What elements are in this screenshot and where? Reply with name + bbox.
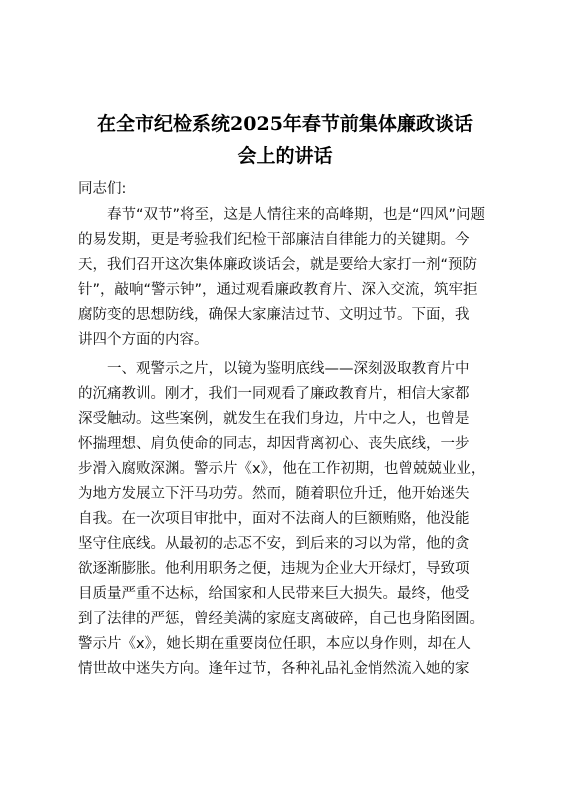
- paragraph-line: 深受触动。这些案例，就发生在我们身边，片中之人，也曾是: [78, 411, 470, 427]
- paragraph-line: 为地方发展立下汗马功劳。然而，随着职位升迁，他开始迷失: [78, 486, 470, 502]
- document-title-line-2: 会上的讲话: [237, 145, 333, 167]
- paragraph-line: 警示片《x》，她长期在重要岗位任职，本应以身作则，却在人: [78, 636, 471, 652]
- paragraph-section-one: [78, 357, 498, 682]
- paragraph-line: 讲四个方面的内容。: [78, 332, 209, 348]
- paragraph-line: 天，我们召开这次集体廉政谈话会，就是要给大家打一剂“预防: [78, 257, 478, 273]
- paragraph-line: 欲逐渐膨胀。他利用职务之便，违规为企业大开绿灯，导致项: [78, 561, 470, 577]
- paragraph-line: 步滑入腐败深渊。警示片《x》，他在工作初期，也曾兢兢业业，: [78, 461, 486, 477]
- paragraph-intro: [78, 203, 498, 353]
- salutation: 同志们:: [78, 181, 127, 197]
- document-title-line-1: 在全市纪检系统2025年春节前集体廉政谈话: [97, 113, 473, 135]
- paragraph-line: 到了法律的严惩，曾经美满的家庭支离破碎，自己也身陷囹圄。: [78, 611, 484, 627]
- paragraph-line: 情世故中迷失方向。逢年过节，各种礼品礼金悄然流入她的家: [78, 661, 470, 677]
- paragraph-line: 春节“双节”将至，这是人情往来的高峰期，也是“四风”问题: [78, 207, 486, 223]
- paragraph-line: 怀揣理想、肩负使命的同志，却因背离初心、丧失底线，一步: [78, 436, 470, 452]
- paragraph-line: 自我。在一次项目审批中，面对不法商人的巨额贿赂，他没能: [78, 511, 470, 527]
- paragraph-line: 的沉痛教训。刚才，我们一同观看了廉政教育片，相信大家都: [78, 386, 470, 402]
- paragraph-line: 腐防变的思想防线，确保大家廉洁过节、文明过节。下面，我: [78, 307, 470, 323]
- paragraph-line: 目质量严重不达标，给国家和人民带来巨大损失。最终，他受: [78, 586, 470, 602]
- paragraph-line: 针”，敲响“警示钟”，通过观看廉政教育片、深入交流，筑牢拒: [78, 282, 478, 298]
- paragraph-line: 坚守住底线。从最初的忐忑不安，到后来的习以为常，他的贪: [78, 536, 470, 552]
- paragraph-line: 的易发期，更是考验我们纪检干部廉洁自律能力的关键期。今: [78, 232, 470, 248]
- paragraph-line: 一、观警示之片，以镜为鉴明底线——深刻汲取教育片中: [78, 361, 470, 377]
